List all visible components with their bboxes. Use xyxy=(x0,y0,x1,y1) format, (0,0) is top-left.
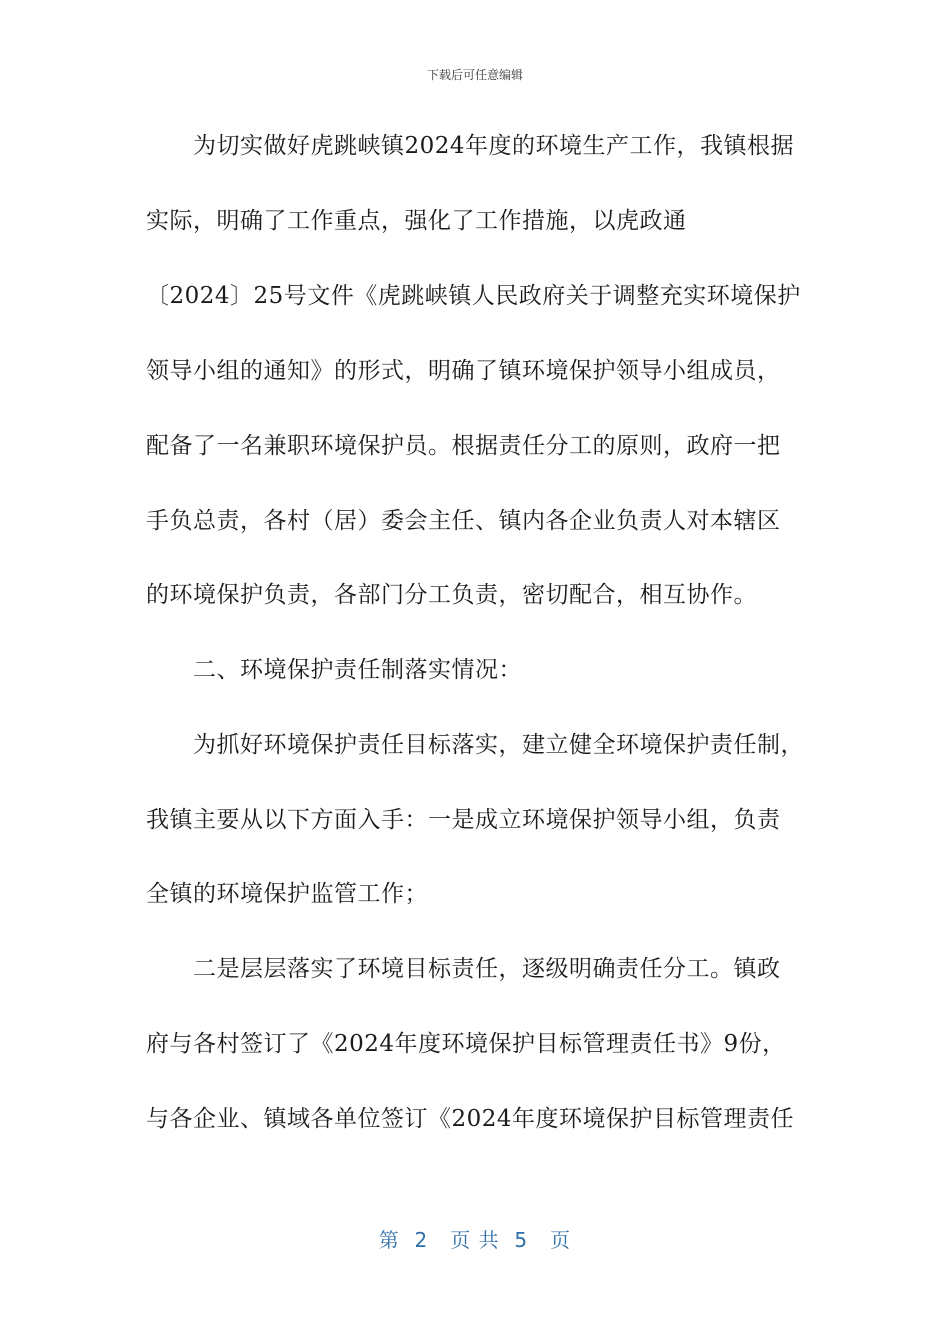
paragraph-line: 的环境保护负责，各部门分工负责，密切配合，相互协作。 xyxy=(146,582,757,608)
paragraph-line: 二是层层落实了环境目标责任，逐级明确责任分工。镇政 xyxy=(193,956,781,982)
section-heading: 二、环境保护责任制落实情况： xyxy=(193,657,522,683)
header-note: 下载后可任意编辑 xyxy=(426,68,523,82)
paragraph-line: 与各企业、镇域各单位签订《2024年度环境保护目标管理责任 xyxy=(146,1106,795,1132)
paragraph-line: 为抓好环境保护责任目标落实，建立健全环境保护责任制， xyxy=(193,732,804,758)
page-number-label: 第 2 页 共 5 页 xyxy=(378,1228,572,1252)
paragraph-line: 领导小组的通知》的形式，明确了镇环境保护领导小组成员， xyxy=(146,358,781,384)
paragraph-line: 府与各村签订了《2024年度环境保护目标管理责任书》9份， xyxy=(146,1031,786,1057)
paragraph-line: 全镇的环境保护监管工作； xyxy=(146,881,428,907)
page-number-footer xyxy=(0,1224,950,1253)
paragraph-line: 实际，明确了工作重点，强化了工作措施，以虎政通 xyxy=(146,208,687,234)
paragraph-line: 〔2024〕25号文件《虎跳峡镇人民政府关于调整充实环境保护 xyxy=(146,283,801,309)
paragraph-line: 为切实做好虎跳峡镇2024年度的环境生产工作，我镇根据 xyxy=(193,133,795,159)
paragraph-line: 手负总责，各村（居）委会主任、镇内各企业负责人对本辖区 xyxy=(146,508,781,534)
paragraph-line: 我镇主要从以下方面入手：一是成立环境保护领导小组，负责 xyxy=(146,807,781,833)
paragraph-line: 配备了一名兼职环境保护员。根据责任分工的原则，政府一把 xyxy=(146,433,781,459)
